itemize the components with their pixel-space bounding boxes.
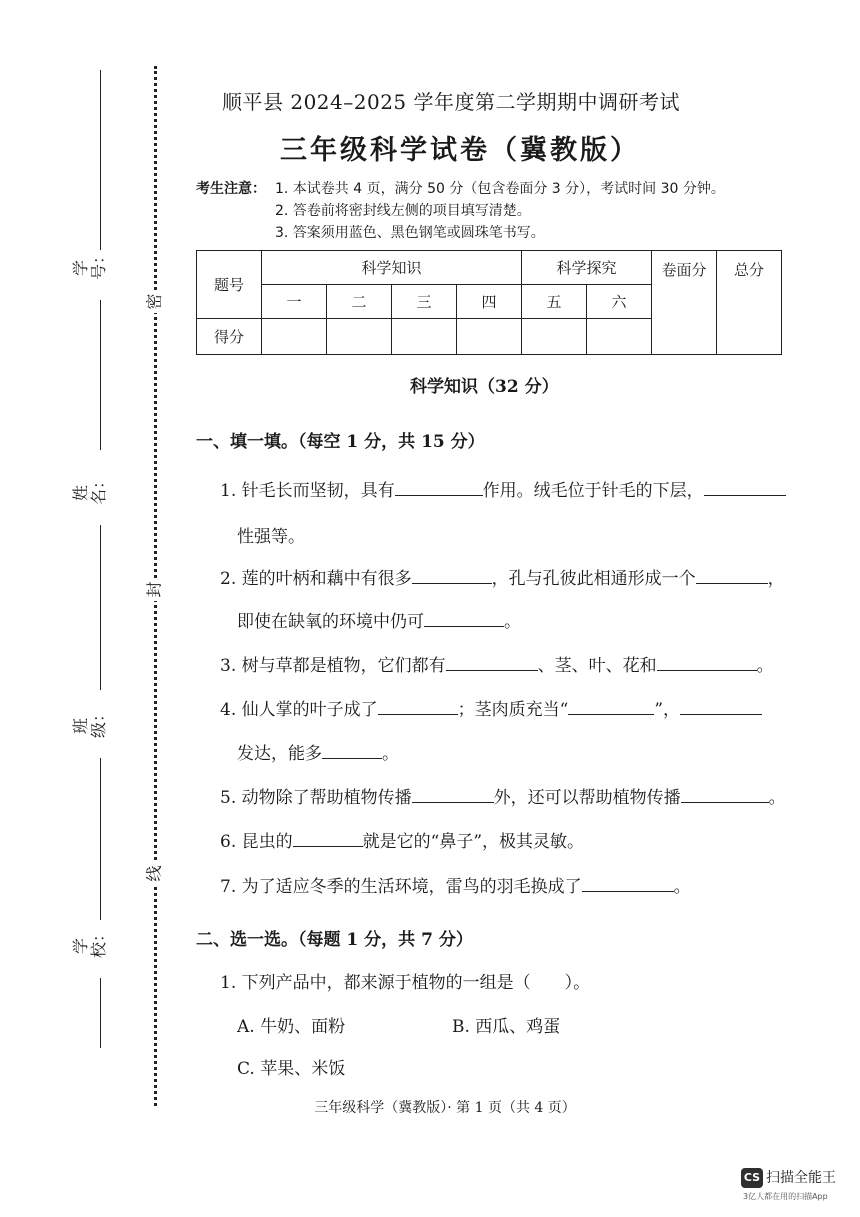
header-question-number: 题号 <box>197 251 262 319</box>
section-number-5: 五 <box>522 285 587 319</box>
notice-item-3: 3. 答案须用蓝色、黑色钢笔或圆珠笔书写。 <box>275 225 545 241</box>
class-line[interactable] <box>100 758 101 920</box>
question-1-4-cont: 发达，能多 。 <box>237 744 399 764</box>
option-a: A. 牛奶、面粉 <box>237 1017 346 1037</box>
answer-blank[interactable] <box>322 742 382 759</box>
question-1-6: 6. 昆虫的 就是它的“鼻子”，极其灵敏。 <box>220 832 585 852</box>
answer-blank[interactable] <box>424 610 504 627</box>
camscanner-logo-icon: CS <box>741 1168 763 1188</box>
part-science-knowledge: 科学知识（32 分） <box>410 377 559 397</box>
neatness-score-header: 卷面分 <box>652 251 717 355</box>
score-cell-2[interactable] <box>327 319 392 355</box>
option-c: C. 苹果、米饭 <box>237 1059 346 1079</box>
question-1-7: 7. 为了适应冬季的生活环境，雷鸟的羽毛换成了 。 <box>220 877 691 897</box>
notice-label: 考生注意： <box>196 181 266 197</box>
question-1-1-cont: 性强等。 <box>237 527 305 547</box>
question-2-1: 1. 下列产品中，都来源于植物的一组是（ ）。 <box>220 973 591 993</box>
section-number-4: 四 <box>457 285 522 319</box>
exam-subtitle: 顺平县 2024–2025 学年度第二学期期中调研考试 <box>222 90 681 114</box>
score-table <box>196 250 782 355</box>
answer-blank[interactable] <box>293 830 363 847</box>
answer-blank[interactable] <box>582 875 674 892</box>
score-cell-6[interactable] <box>587 319 652 355</box>
camscanner-name: 扫描全能王 <box>766 1170 836 1186</box>
group-science-knowledge: 科学知识 <box>262 251 522 285</box>
header-score: 得分 <box>197 319 262 355</box>
section-number-3: 三 <box>392 285 457 319</box>
page-footer: 三年级科学（冀教版）· 第 1 页（共 4 页） <box>314 1100 576 1116</box>
answer-blank[interactable] <box>680 698 762 715</box>
score-cell-3[interactable] <box>392 319 457 355</box>
student-id-label: 学号： <box>71 247 108 280</box>
answer-blank[interactable] <box>704 479 786 496</box>
section1-title: 一、填一填。（每空 1 分，共 15 分） <box>196 432 485 452</box>
seal-char-mi: 密 <box>140 290 166 313</box>
name-label: 姓名： <box>71 472 108 505</box>
question-1-3: 3. 树与草都是植物，它们都有 、茎、叶、花和 。 <box>220 656 774 676</box>
score-cell-4[interactable] <box>457 319 522 355</box>
answer-blank[interactable] <box>412 567 492 584</box>
section2-title: 二、选一选。（每题 1 分，共 7 分） <box>196 930 473 950</box>
school-line[interactable] <box>100 978 101 1048</box>
notice-item-2: 2. 答卷前将密封线左侧的项目填写清楚。 <box>275 203 531 219</box>
answer-blank[interactable] <box>681 786 769 803</box>
question-1-1: 1. 针毛长而坚韧，具有 作用。绒毛位于针毛的下层， <box>220 476 786 501</box>
exam-title: 三年级科学试卷（冀教版） <box>280 135 640 166</box>
question-1-2-cont: 即使在缺氧的环境中仍可 。 <box>237 612 521 632</box>
answer-blank[interactable] <box>395 479 483 496</box>
answer-blank[interactable] <box>412 786 494 803</box>
school-label: 学校： <box>71 925 108 958</box>
answer-blank[interactable] <box>657 654 757 671</box>
answer-blank[interactable] <box>446 654 538 671</box>
group-science-inquiry: 科学探究 <box>522 251 652 285</box>
total-score-header: 总分 <box>717 251 782 355</box>
section-number-2: 二 <box>327 285 392 319</box>
answer-blank[interactable] <box>696 567 768 584</box>
question-1-5: 5. 动物除了帮助植物传播 外，还可以帮助植物传播 。 <box>220 788 786 808</box>
section-number-1: 一 <box>262 285 327 319</box>
student-id-line-lower[interactable] <box>100 300 101 450</box>
seal-char-xian: 线 <box>140 862 166 885</box>
name-line[interactable] <box>100 525 101 690</box>
question-1-2: 2. 莲的叶柄和藕中有很多 ，孔与孔彼此相通形成一个 ， <box>220 569 785 589</box>
class-label: 班级： <box>71 705 108 738</box>
answer-blank[interactable] <box>568 698 654 715</box>
section-number-6: 六 <box>587 285 652 319</box>
score-cell-1[interactable] <box>262 319 327 355</box>
option-b: B. 西瓜、鸡蛋 <box>452 1017 561 1037</box>
score-cell-5[interactable] <box>522 319 587 355</box>
seal-char-feng: 封 <box>140 578 166 601</box>
answer-blank[interactable] <box>378 698 458 715</box>
notice-item-1: 1. 本试卷共 4 页，满分 50 分（包含卷面分 3 分），考试时间 30 分钟。 <box>275 181 725 197</box>
camscanner-tagline: 3亿人都在用的扫描App <box>743 1192 828 1201</box>
question-1-4: 4. 仙人掌的叶子成了 ；茎肉质充当“ ”， <box>220 695 762 720</box>
